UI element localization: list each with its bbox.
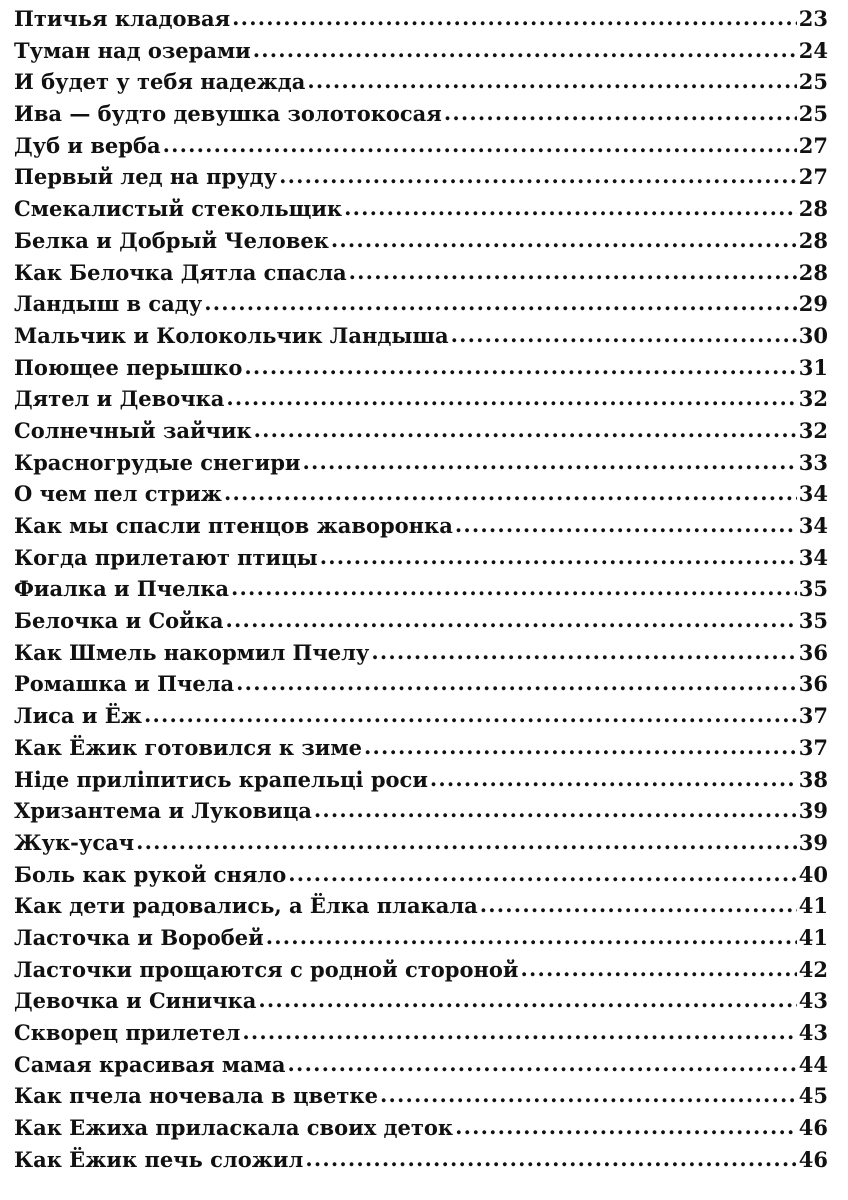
toc-dot-leader — [253, 34, 797, 66]
toc-entry-page-number: 30 — [798, 322, 828, 348]
toc-entry-page-number: 37 — [798, 734, 828, 760]
toc-dot-leader — [314, 794, 797, 826]
toc-dot-leader — [380, 1079, 797, 1111]
toc-dot-leader — [236, 667, 797, 699]
toc-dot-leader — [455, 509, 797, 541]
toc-entry-title: Как Шмель накормил Пчелу — [14, 639, 370, 665]
toc-entry-title: Как мы спасли птенцов жаворонка — [14, 513, 453, 538]
toc-dot-leader — [303, 446, 797, 478]
toc-entry-title: Дуб и верба — [14, 132, 161, 158]
toc-entry — [14, 732, 828, 764]
table-of-contents — [14, 3, 828, 1175]
toc-dot-leader — [242, 1016, 796, 1048]
toc-entry — [14, 478, 828, 510]
toc-entry-page-number: 28 — [798, 227, 828, 253]
toc-entry-title: Белочка и Сойка — [14, 608, 224, 634]
toc-entry-page-number: 37 — [798, 703, 828, 729]
toc-entry-title: Мальчик и Колокольчик Ландыша — [14, 322, 449, 348]
toc-entry — [14, 954, 828, 986]
toc-entry — [14, 668, 828, 700]
toc-entry-title: Когда прилетают птицы — [14, 544, 318, 570]
toc-dot-leader — [288, 1048, 797, 1080]
toc-entry-title: Как Белочка Дятла спасла — [14, 259, 347, 285]
toc-dot-leader — [371, 636, 796, 668]
toc-entry — [14, 257, 828, 289]
toc-entry-page-number: 32 — [798, 386, 828, 412]
toc-dot-leader — [244, 351, 796, 383]
toc-entry — [14, 383, 828, 415]
toc-entry-page-number: 46 — [798, 1146, 828, 1172]
toc-entry — [14, 922, 828, 954]
toc-entry — [14, 320, 828, 352]
toc-entry-title: Поющее перышко — [14, 354, 243, 380]
toc-entry-page-number: 40 — [798, 861, 828, 887]
toc-entry-title: Хризантема и Луковица — [14, 798, 312, 824]
toc-entry — [14, 288, 828, 320]
toc-entry-page-number: 31 — [798, 354, 828, 380]
toc-entry-title: Жук-усач — [14, 829, 135, 855]
toc-entry-page-number: 43 — [798, 1020, 828, 1045]
toc-entry-title: Дятел и Девочка — [14, 386, 225, 412]
toc-dot-leader — [266, 921, 797, 953]
toc-entry-page-number: 25 — [798, 101, 828, 127]
toc-dot-leader — [204, 287, 797, 319]
toc-entry-page-number: 34 — [798, 513, 828, 538]
toc-dot-leader — [364, 731, 797, 763]
toc-entry-title: Ромашка и Пчела — [14, 671, 235, 697]
toc-entry-title: Красногрудые снегири — [14, 449, 301, 475]
toc-entry — [14, 542, 828, 574]
toc-dot-leader — [226, 604, 797, 636]
toc-entry — [14, 605, 828, 637]
toc-entry — [14, 225, 828, 257]
toc-entry-title: Смекалистый стекольщик — [14, 196, 343, 222]
toc-dot-leader — [430, 763, 797, 795]
toc-dot-leader — [254, 414, 797, 446]
toc-dot-leader — [520, 953, 796, 985]
toc-entry — [14, 510, 828, 542]
toc-dot-leader — [320, 541, 797, 573]
toc-entry-title: Ніде приліпитись крапельці роси — [14, 766, 428, 792]
toc-entry-page-number: 43 — [798, 988, 828, 1014]
toc-entry-title: Фиалка и Пчелка — [14, 576, 230, 602]
toc-entry-title: Скворец прилетел — [14, 1020, 241, 1045]
toc-entry-page-number: 36 — [798, 671, 828, 697]
toc-entry — [14, 35, 828, 67]
toc-entry-title: Солнечный зайчик — [14, 417, 252, 443]
toc-dot-leader — [444, 97, 797, 129]
toc-entry-title: Лиса и Ёж — [14, 703, 142, 729]
toc-entry-page-number: 34 — [798, 544, 828, 570]
toc-entry-page-number: 33 — [798, 449, 828, 475]
toc-dot-leader — [451, 319, 797, 351]
toc-entry — [14, 795, 828, 827]
toc-entry-title: И будет у тебя надежда — [14, 69, 306, 95]
toc-entry-title: Туман над озерами — [14, 37, 251, 63]
toc-dot-leader — [144, 699, 797, 731]
toc-entry — [14, 415, 828, 447]
toc-entry — [14, 985, 828, 1017]
toc-entry — [14, 1112, 828, 1144]
toc-entry-title: Белка и Добрый Человек — [14, 227, 329, 253]
toc-entry — [14, 890, 828, 922]
toc-entry-page-number: 41 — [798, 924, 828, 950]
toc-dot-leader — [231, 572, 797, 604]
toc-entry — [14, 1144, 828, 1176]
toc-dot-leader — [136, 826, 797, 858]
toc-dot-leader — [480, 889, 797, 921]
toc-dot-leader — [288, 858, 797, 890]
toc-entry-title: Ласточки прощаются с родной стороной — [14, 956, 519, 982]
toc-entry-page-number: 38 — [798, 766, 828, 792]
toc-entry — [14, 98, 828, 130]
toc-entry-title: Ландыш в саду — [14, 291, 203, 317]
toc-dot-leader — [331, 224, 797, 256]
toc-dot-leader — [455, 1111, 797, 1143]
toc-entry-title: Как пчела ночевала в цветке — [14, 1083, 378, 1109]
toc-entry — [14, 3, 828, 35]
toc-dot-leader — [232, 2, 797, 34]
toc-entry — [14, 827, 828, 859]
toc-entry — [14, 859, 828, 891]
toc-entry-page-number: 24 — [798, 37, 828, 63]
toc-dot-leader — [226, 382, 796, 414]
toc-entry-title: Девочка и Синичка — [14, 988, 257, 1014]
toc-entry — [14, 764, 828, 796]
toc-entry-page-number: 41 — [798, 893, 828, 919]
toc-entry-page-number: 27 — [798, 132, 828, 158]
toc-entry — [14, 193, 828, 225]
toc-entry-title: Как Ёжик печь сложил — [14, 1146, 304, 1172]
toc-entry-title: Самая красивая мама — [14, 1051, 286, 1077]
toc-entry-title: Как дети радовались, а Ёлка плакала — [14, 893, 478, 919]
toc-entry-title: О чем пел стриж — [14, 481, 223, 507]
toc-entry-title: Первый лед на пруду — [14, 164, 278, 190]
toc-entry-title: Как Ёжик готовился к зиме — [14, 734, 362, 760]
toc-dot-leader — [307, 65, 796, 97]
toc-entry-page-number: 28 — [798, 196, 828, 222]
toc-entry-page-number: 42 — [798, 956, 828, 982]
toc-dot-leader — [305, 1143, 796, 1175]
toc-entry-page-number: 27 — [798, 164, 828, 190]
toc-entry-page-number: 25 — [798, 69, 828, 95]
toc-entry-title: Как Ежиха приласкала своих деток — [14, 1115, 454, 1141]
toc-entry-page-number: 32 — [798, 417, 828, 443]
toc-entry — [14, 447, 828, 479]
toc-entry-page-number: 29 — [798, 291, 828, 317]
toc-entry-title: Боль как рукой сняло — [14, 861, 287, 887]
toc-entry — [14, 1080, 828, 1112]
toc-entry-page-number: 35 — [798, 608, 828, 634]
toc-entry-page-number: 39 — [798, 829, 828, 855]
toc-dot-leader — [279, 160, 797, 192]
toc-dot-leader — [258, 984, 796, 1016]
toc-entry-page-number: 35 — [798, 576, 828, 602]
toc-entry-page-number: 36 — [798, 639, 828, 665]
toc-dot-leader — [344, 192, 797, 224]
toc-entry — [14, 66, 828, 98]
toc-entry-page-number: 23 — [798, 6, 828, 31]
toc-entry — [14, 130, 828, 162]
toc-entry — [14, 352, 828, 384]
toc-entry-page-number: 45 — [798, 1083, 828, 1109]
toc-entry-title: Птичья кладовая — [14, 6, 231, 31]
toc-dot-leader — [224, 477, 797, 509]
toc-entry — [14, 161, 828, 193]
toc-entry-page-number: 34 — [798, 481, 828, 507]
toc-entry-title: Ива — будто девушка золотокосая — [14, 101, 442, 127]
toc-entry — [14, 573, 828, 605]
toc-entry — [14, 1049, 828, 1081]
toc-entry-title: Ласточка и Воробей — [14, 924, 264, 950]
toc-entry-page-number: 46 — [798, 1115, 828, 1141]
toc-entry-page-number: 44 — [798, 1051, 828, 1077]
toc-entry — [14, 637, 828, 669]
toc-entry-page-number: 28 — [798, 259, 828, 285]
toc-dot-leader — [349, 256, 797, 288]
toc-entry — [14, 1017, 828, 1049]
toc-entry-page-number: 39 — [798, 798, 828, 824]
toc-dot-leader — [163, 129, 797, 161]
toc-entry — [14, 700, 828, 732]
